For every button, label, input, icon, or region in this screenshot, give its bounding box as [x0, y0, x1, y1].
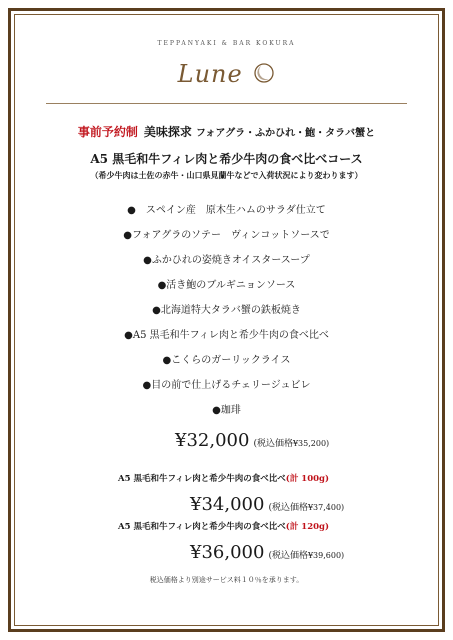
- option-price: [190, 542, 344, 563]
- tax-label: (税込価格: [253, 439, 293, 449]
- tax-label: (税込価格: [268, 551, 308, 561]
- brand-logo: [0, 60, 453, 90]
- option-title: [118, 520, 329, 532]
- price-value: ¥34,000: [190, 494, 265, 515]
- option-weight: (計 100g): [285, 474, 329, 484]
- menu-item: ●こくらのガーリックライス: [162, 355, 291, 366]
- main-price: [175, 430, 329, 451]
- tax-included: [253, 439, 329, 449]
- menu-item: ●ふかひれの姿焼きオイスタースープ: [143, 255, 310, 266]
- menu-item: ●活き鮑のブルギニョンソース: [157, 280, 296, 291]
- option-weight: (計 120g): [285, 522, 329, 532]
- theme-label: 美味探求: [143, 125, 192, 139]
- menu-item: ●フォアグラのソテー ヴィンコットソースで: [123, 230, 330, 241]
- service-charge-note: 税込価格より別途サービス料１０％を承ります。: [149, 576, 304, 584]
- option-name: A5 黒毛和牛フィレ肉と希少牛肉の食べ比べ: [118, 522, 286, 532]
- option-name: A5 黒毛和牛フィレ肉と希少牛肉の食べ比べ: [118, 474, 286, 484]
- tax-included: [268, 503, 344, 513]
- menu-item: ●A5 黒毛和牛フィレ肉と希少牛肉の食べ比べ: [124, 330, 329, 341]
- tax-amount: ¥37,400): [307, 503, 345, 512]
- tax-amount: ¥39,600): [307, 551, 345, 560]
- brand-subtitle: TEPPANYAKI & BAR KOKURA: [157, 40, 296, 47]
- price-value: ¥32,000: [175, 430, 250, 451]
- logo-divider: [46, 103, 407, 104]
- menu-item: ● スペイン産 原木生ハムのサラダ仕立て: [127, 205, 326, 216]
- menu-item: ●北海道特大タラバ蟹の鉄板焼き: [152, 305, 301, 316]
- menu-item: ●目の前で仕上げるチェリージュビレ: [142, 380, 311, 391]
- course-headline: [0, 123, 453, 140]
- reservation-label: 事前予約制: [77, 125, 138, 139]
- feature-items: フォアグラ・ふかひれ・鮑・タラバ蟹と: [195, 128, 376, 139]
- course-title: A5 黒毛和牛フィレ肉と希少牛肉の食べ比べコース: [90, 152, 363, 166]
- course-note: （希少牛肉は土佐の赤牛・山口県見蘭牛などで入荷状況により変わります）: [90, 170, 363, 180]
- tax-included: [268, 551, 344, 561]
- crescent-moon-icon: [253, 62, 275, 90]
- price-value: ¥36,000: [190, 542, 265, 563]
- inner-frame: [14, 14, 439, 626]
- option-price: [190, 494, 344, 515]
- tax-label: (税込価格: [268, 503, 308, 513]
- option-title: [118, 472, 329, 484]
- menu-item: ●珈琲: [212, 405, 241, 416]
- logo-text: Lune: [177, 60, 243, 88]
- tax-amount: ¥35,200): [292, 439, 330, 448]
